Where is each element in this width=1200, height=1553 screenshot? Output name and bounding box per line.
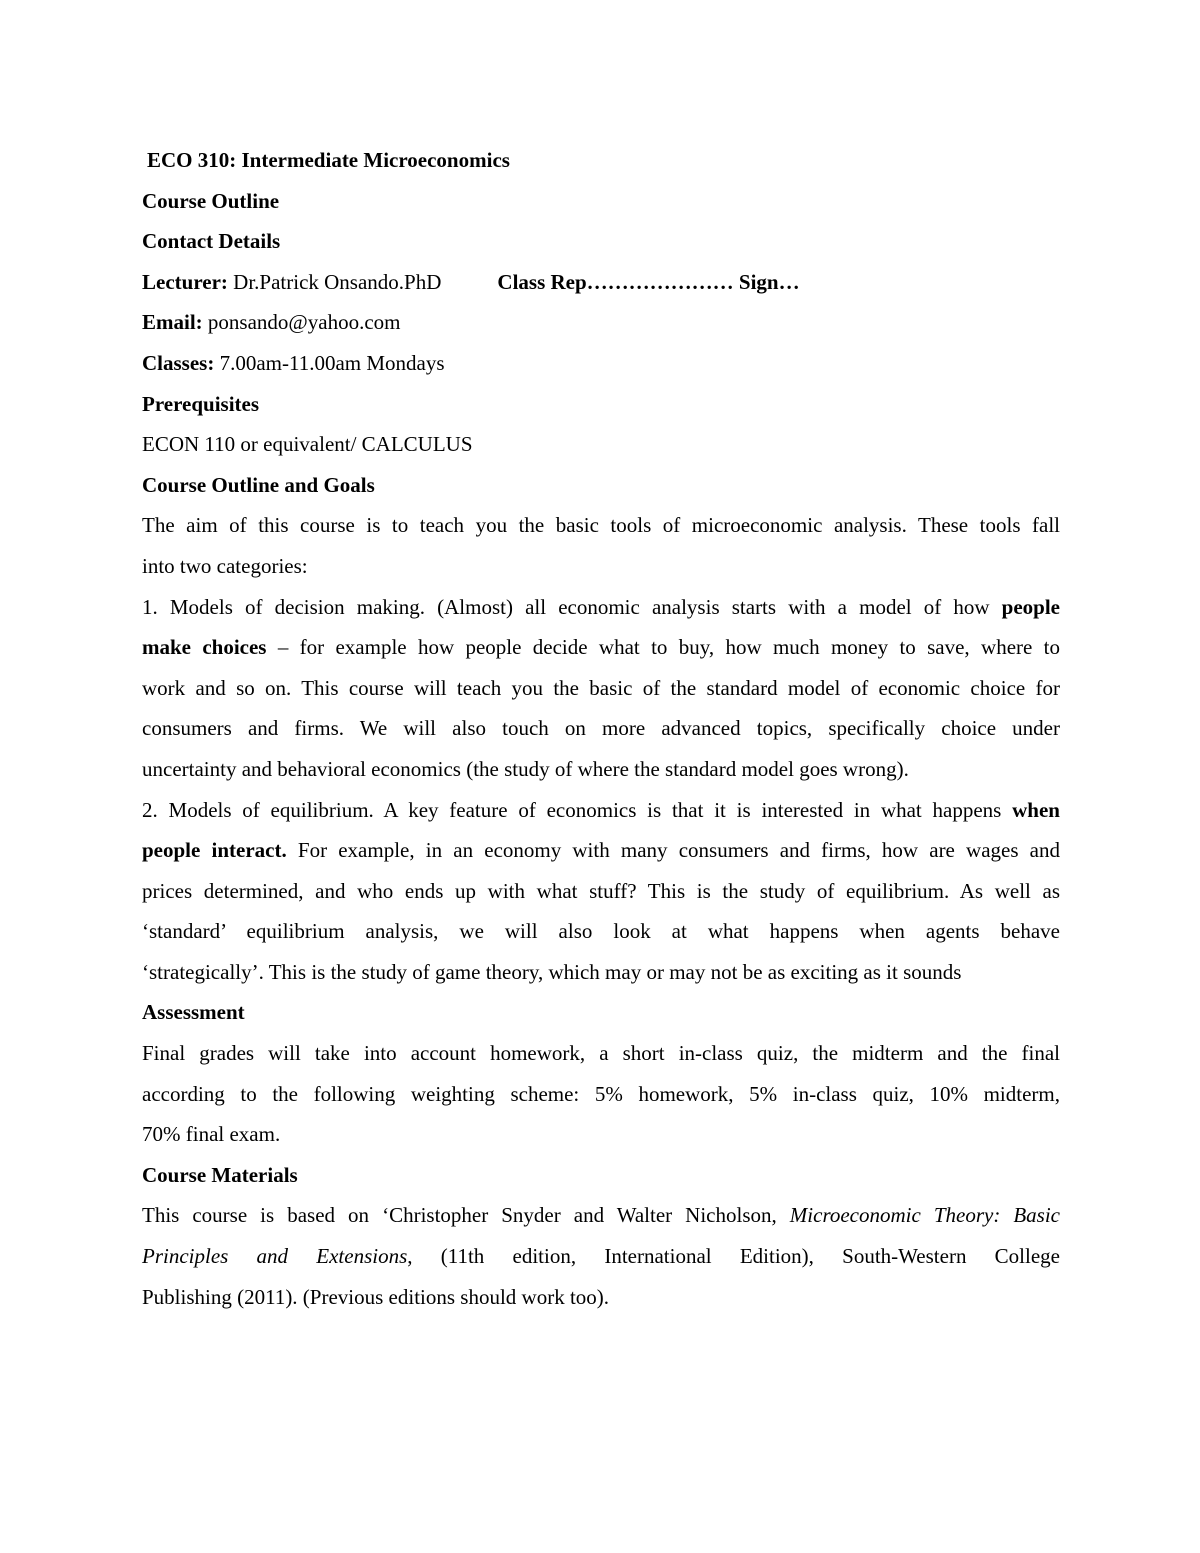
materials-line-2: Principles and Extensions, (11th edition, International Edition), South-Western College <box>142 1244 1060 1269</box>
prerequisites-heading: Prerequisites <box>142 391 260 416</box>
assessment-heading: Assessment <box>142 1000 245 1025</box>
assessment-line-3: 70% final exam. <box>142 1122 281 1147</box>
book-title-part-2: Principles and Extensions <box>142 1244 408 1269</box>
classes-line <box>142 343 1060 384</box>
materials-line-1: This course is based on ‘Christopher Snyder and Walter Nicholson, Microeconomic Theory: Basic <box>142 1203 1060 1228</box>
assessment-line-2: according to the following weighting scheme: 5% homework, 5% in-class quiz, 10% midterm, <box>142 1081 1060 1106</box>
goals-heading: Course Outline and Goals <box>142 472 375 497</box>
item2-line-4: ‘standard’ equilibrium analysis, we will also look at what happens when agents behave <box>142 919 1060 944</box>
item1-line-4: consumers and firms. We will also touch on more advanced topics, specifically choice under <box>142 716 1060 741</box>
class-rep-sign: Class Rep………………… Sign… <box>497 269 800 294</box>
item1-line-3: work and so on. This course will teach you the basic of the standard model of economic choice for <box>142 675 1060 700</box>
materials-line-3: Publishing (2011). (Previous editions should work too). <box>142 1284 610 1309</box>
goals-intro-line-2: into two categories: <box>142 553 308 578</box>
item2-line-3: prices determined, and who ends up with what stuff? This is the study of equilibrium. As well as <box>142 878 1060 903</box>
item2-line-1: 2. Models of equilibrium. A key feature of economics is that it is interested in what happens when <box>142 797 1060 822</box>
course-title: ECO 310: Intermediate Microeconomics <box>147 148 510 172</box>
materials-heading: Course Materials <box>142 1162 298 1187</box>
item1-line-5: uncertainty and behavioral economics (the study of where the standard model goes wrong). <box>142 756 909 781</box>
contact-details-heading: Contact Details <box>142 229 281 254</box>
item2-line-5: ‘strategically’. This is the study of game theory, which may or may not be as exciting as it sounds <box>142 959 962 984</box>
prerequisites-value: ECON 110 or equivalent/ CALCULUS <box>142 432 473 457</box>
item2-line-2: people interact. For example, in an economy with many consumers and firms, how are wages and <box>142 838 1061 863</box>
goals-intro-line-1: The aim of this course is to teach you the basic tools of microeconomic analysis. These tools fall <box>142 513 1060 538</box>
item1-line-2: make choices – for example how people decide what to buy, how much money to save, where to <box>142 635 1060 660</box>
email-value: ponsando@yahoo.com <box>207 310 401 335</box>
item1-line-1: 1. Models of decision making. (Almost) all economic analysis starts with a model of how people <box>142 594 1061 619</box>
lecturer-line <box>142 262 1060 303</box>
document-page <box>142 140 1060 1317</box>
email-label: Email: <box>142 310 203 335</box>
classes-value: 7.00am-11.00am Mondays <box>219 350 445 375</box>
book-title-part-1: Microeconomic Theory: Basic <box>789 1203 1060 1228</box>
course-outline-heading: Course Outline <box>142 188 280 213</box>
assessment-line-1: Final grades will take into account homework, a short in-class quiz, the midterm and the final <box>142 1041 1060 1066</box>
lecturer-value: Dr.Patrick Onsando.PhD <box>233 269 442 294</box>
email-line <box>142 302 1060 343</box>
classes-label: Classes: <box>142 350 215 375</box>
lecturer-label: Lecturer: <box>142 269 228 294</box>
